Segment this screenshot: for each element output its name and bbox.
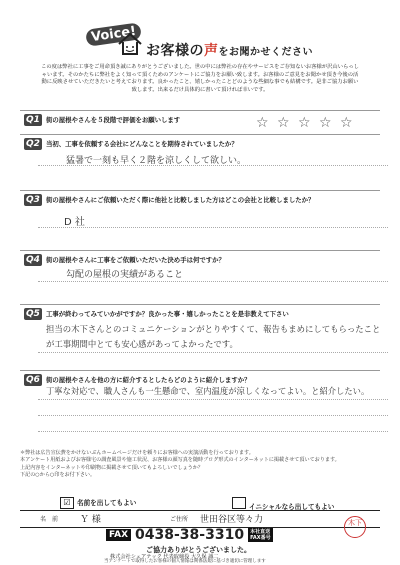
page-title: お客様の声をお聞かせください: [146, 43, 313, 59]
answer-text: 丁寧な対応で、職人さんも一生懸命で、室内温度が涼しくなってよい。と紹介したい。: [46, 386, 370, 396]
name-address-row: 名 前 Ｙ 様 ご住所 世田谷区等々力: [20, 510, 380, 528]
checkbox-checked[interactable]: ☑: [60, 497, 74, 509]
question-2: [20, 134, 380, 185]
question-text: 街の屋根やさんにご依頼いただく際に他社と比較しました方はどこの会社と比較しましたか？: [46, 196, 315, 204]
voice-badge: Voice!: [85, 22, 142, 47]
star-icon[interactable]: ☆: [319, 115, 332, 131]
question-number: Q1: [24, 114, 42, 126]
fax-logo: FAX: [106, 529, 131, 541]
question-text: 工事が終わってみていかがですか？良かった事・嬉しかったことを是非教えて下さい: [46, 310, 289, 318]
company-name: 株式会社シェアテック 代表取締役 大久保 誠二: [110, 554, 219, 560]
star-icon[interactable]: ☆: [298, 115, 311, 131]
privacy-note: 当アンケートで取得したお客様の個人情報は関係法規に基づき適切に管理します: [104, 559, 266, 564]
question-6: [20, 370, 380, 441]
consent-notes: ＊弊社は広告宣伝費をかけないぶんホームページだけを頼りにお客様への実演活動を行っております。 本アンケート用紙およびお客様宅の調査風景や施工状況、お客様の顔写真を随時ブログ形式のインターネットに掲載させて頂いております。 上記内容をインターネットや印刷物に掲載させて頂いてもよろしいでしょうか？ 下記の○から○印をお付下さい。: [20, 450, 340, 478]
thanks-text: ご協力ありがとうございました。: [146, 546, 251, 554]
question-number: Q2: [24, 138, 42, 150]
question-text: 街の屋根やさんを５段階で評価をお願いします: [46, 116, 181, 124]
answer-text: 猛暑で一刻も早く２階を涼しくして欲しい。: [66, 156, 247, 166]
rating-stars[interactable]: [256, 112, 361, 131]
star-icon[interactable]: ☆: [340, 115, 353, 131]
hanko-stamp: 木下: [344, 516, 366, 538]
answer-text: が工事期間中とても安心感があってよかったです。: [46, 339, 238, 349]
question-5: [20, 304, 380, 365]
star-icon[interactable]: ☆: [277, 115, 290, 131]
checkbox[interactable]: [232, 497, 246, 509]
house-icon: [116, 30, 144, 56]
intro-text: この度は弊社に工事をご用命頂き誠にありがとうございました。世の中には弊社の存在やサービスをご存知ないお客様が沢山いらっしゃいます。そのかたちに弊社をよく知って頂くためのアンケートにご協力をお願い致します。お客様のご意見をお聞かせ頂き今後の活動に反映させていただきたいと考えております。良かったこと、嬉しかったことどのような些細な事でも結構です。是非ご協力お願い致します。出来るだけ具体的に書いて頂ければ幸いです。: [41, 64, 359, 93]
answer-text: 勾配の屋根の実績があること: [66, 270, 184, 280]
question-text: 街の屋根やさんを他の方に紹介するとしたらどのように紹介しますか？: [46, 376, 251, 384]
question-1: [20, 110, 380, 135]
answer-text: D 社: [64, 217, 85, 228]
question-text: 当初、工事を依頼する会社にどんなことを期待されていましたか？: [46, 140, 238, 148]
option-initial-ok[interactable]: イニシャルなら出してもよい: [232, 497, 334, 511]
fax-number: FAX 0438-38-3310 本社直送 FAX番号: [106, 527, 273, 543]
question-number: Q6: [24, 374, 42, 386]
star-icon[interactable]: ☆: [256, 115, 269, 131]
question-4: [20, 250, 380, 301]
question-text: 街の屋根やさんに工事をご依頼いただいた決め手は何ですか？: [46, 256, 225, 264]
name-field[interactable]: Ｙ 様: [80, 515, 101, 525]
answer-text: 担当の木下さんとのコミュニケーションがとりやすくて、報告もまめにしてもらったこと: [46, 324, 381, 334]
question-number: Q3: [24, 194, 42, 206]
address-field[interactable]: 世田谷区等々力: [200, 515, 264, 525]
question-number: Q5: [24, 308, 42, 320]
question-number: Q4: [24, 254, 42, 266]
question-3: [20, 190, 380, 251]
option-name-ok[interactable]: ☑ 名前を出してもよい: [60, 497, 136, 509]
